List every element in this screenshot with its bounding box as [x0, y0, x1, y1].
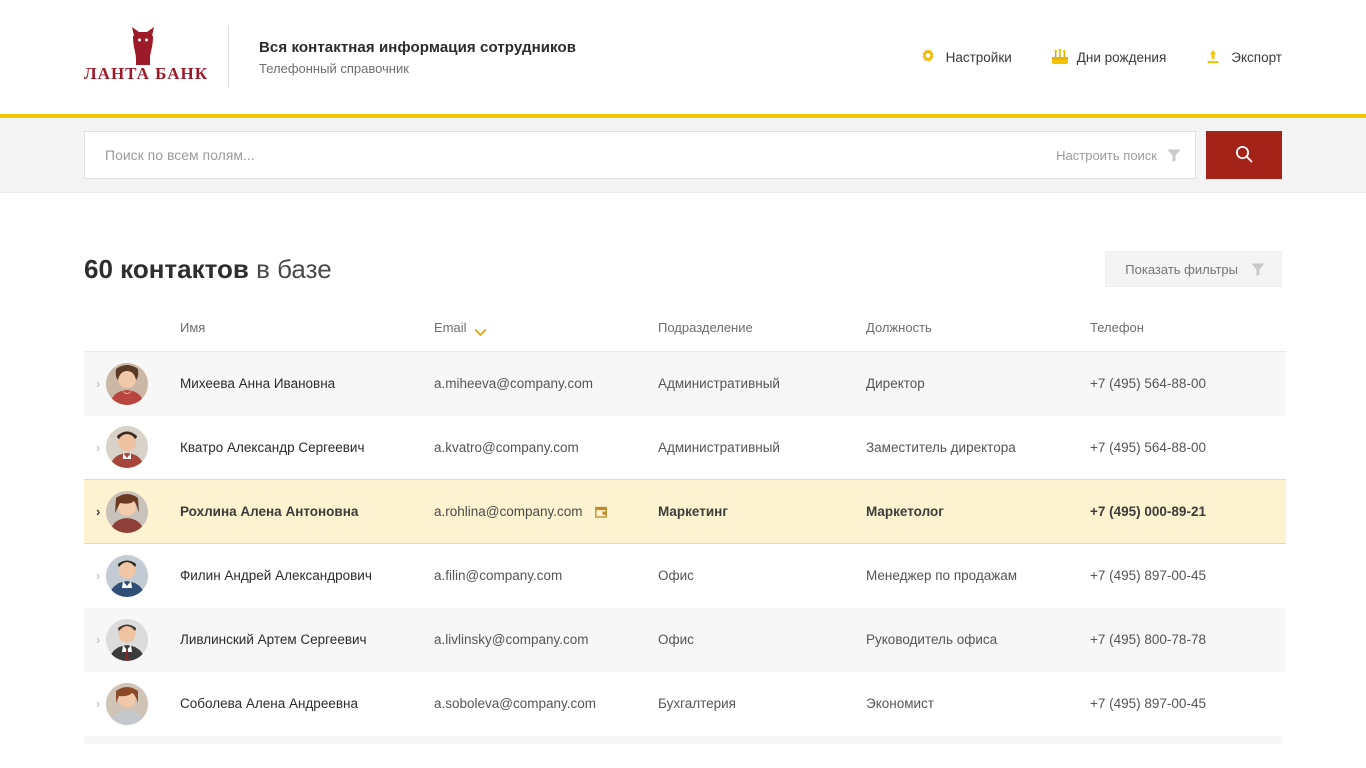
table-row[interactable] [84, 352, 1286, 416]
column-department[interactable] [658, 320, 866, 352]
column-avatar [106, 320, 180, 352]
row-phone: +7 (495) 564-88-00 [1090, 439, 1206, 455]
row-expander[interactable]: › [96, 568, 101, 584]
show-filters-label: Показать фильтры [1125, 261, 1238, 277]
nav-item-label: Дни рождения [1076, 49, 1167, 65]
show-filters-button[interactable] [1105, 251, 1282, 287]
nav-item-settings[interactable] [919, 48, 1012, 66]
header-nav [919, 48, 1282, 66]
copy-icon[interactable] [595, 505, 610, 519]
row-email[interactable] [434, 608, 658, 672]
row-position: Заместитель директора [866, 439, 1016, 455]
chevron-down-icon [475, 324, 486, 331]
column-email[interactable] [434, 320, 658, 352]
table-row[interactable] [84, 608, 1286, 672]
logo-text: ЛАНТА БАНК [84, 64, 209, 83]
row-email[interactable] [434, 352, 658, 416]
column-department-label: Подразделение [658, 320, 753, 335]
avatar [106, 491, 148, 533]
column-position-label: Должность [866, 320, 932, 335]
export-icon [1204, 48, 1222, 66]
column-expander [84, 320, 106, 352]
row-position: Руководитель офиса [866, 632, 998, 647]
row-phone: +7 (495) 000-89-21 [1090, 480, 1286, 544]
row-department: Офис [658, 568, 694, 584]
nav-item-birthdays[interactable] [1050, 48, 1166, 66]
column-name[interactable] [180, 320, 434, 352]
avatar [106, 555, 148, 597]
search-input[interactable] [103, 132, 1056, 178]
count-row [84, 193, 1282, 287]
nav-item-export[interactable] [1204, 48, 1282, 66]
row-name: Рохлина Алена Антоновна [180, 480, 434, 544]
page-header [0, 0, 1366, 114]
row-avatar-cell [106, 544, 180, 608]
row-expander[interactable]: › [96, 696, 101, 711]
row-avatar-cell [106, 480, 180, 544]
column-position[interactable] [866, 320, 1090, 352]
search-button[interactable] [1206, 131, 1282, 179]
row-email-text: a.rohlina@company.com [434, 504, 583, 519]
row-email-text: a.miheeva@company.com [434, 376, 594, 392]
row-email-text: a.soboleva@company.com [434, 696, 597, 711]
row-phone: +7 (495) 800-78-78 [1090, 632, 1206, 647]
row-avatar-cell [106, 352, 180, 416]
contacts-count-number: 60 контактов [84, 253, 249, 284]
table-row[interactable] [84, 544, 1286, 608]
funnel-icon [1251, 262, 1265, 276]
row-email-text: a.livlinsky@company.com [434, 632, 589, 647]
search-settings-label: Настроить поиск [1056, 147, 1157, 163]
row-department: Административный [658, 376, 780, 392]
row-email[interactable] [434, 480, 658, 544]
row-department: Маркетинг [658, 480, 866, 544]
row-name: Соболева Алена Андреевна [180, 696, 358, 711]
row-position: Менеджер по продажам [866, 568, 1018, 584]
row-phone: +7 (495) 564-88-00 [1090, 376, 1206, 392]
row-email-text: a.filin@company.com [434, 568, 563, 584]
nav-item-label: Экспорт [1231, 49, 1282, 65]
row-avatar-cell [106, 608, 180, 672]
avatar [106, 683, 148, 725]
funnel-icon [1167, 148, 1181, 162]
row-position: Маркетолог [866, 480, 1090, 544]
page-title: Вся контактная информация сотрудников [259, 38, 577, 56]
row-expander[interactable]: › [96, 376, 101, 392]
row-department: Административный [658, 439, 780, 455]
header-title-block [259, 39, 576, 76]
logo[interactable] [84, 22, 228, 92]
row-position: Экономист [866, 696, 934, 711]
row-name: Ливлинский Артем Сергеевич [180, 632, 367, 647]
row-expander[interactable]: › [96, 439, 101, 455]
table-bottom-edge [84, 736, 1282, 744]
column-phone[interactable] [1090, 320, 1286, 352]
table-row[interactable] [84, 672, 1286, 736]
table-row[interactable] [84, 416, 1286, 480]
column-phone-label: Телефон [1090, 320, 1144, 335]
column-name-label: Имя [180, 320, 206, 335]
row-email-text: a.kvatro@company.com [434, 439, 579, 455]
contacts-table [84, 320, 1286, 736]
row-email[interactable] [434, 544, 658, 608]
table-row-birthday[interactable] [84, 480, 1286, 544]
page-subtitle: Телефонный справочник [259, 60, 409, 76]
table-header [84, 320, 1286, 352]
row-avatar-cell [106, 416, 180, 480]
nav-item-label: Настройки [945, 49, 1012, 65]
avatar [106, 363, 148, 405]
row-position: Директор [866, 376, 925, 392]
row-name: Филин Андрей Александрович [180, 568, 372, 584]
row-expander[interactable]: › [84, 480, 106, 544]
row-name: Кватро Александр Сергеевич [180, 439, 365, 455]
table-body [84, 352, 1286, 736]
header-divider [228, 26, 229, 88]
row-department: Бухгалтерия [658, 696, 736, 711]
row-email[interactable] [434, 672, 658, 736]
row-avatar-cell [106, 672, 180, 736]
column-email-label: Email [434, 320, 467, 335]
row-phone: +7 (495) 897-00-45 [1090, 568, 1206, 584]
avatar [106, 426, 148, 468]
contacts-count [84, 254, 332, 285]
row-expander[interactable]: › [96, 632, 101, 647]
cake-icon [1050, 48, 1068, 66]
search-settings-button[interactable] [1056, 148, 1181, 163]
search-field[interactable] [84, 131, 1196, 179]
search-bar [0, 118, 1366, 193]
search-icon [1234, 144, 1254, 167]
gear-icon [919, 48, 937, 66]
contacts-count-suffix: в базе [248, 253, 332, 284]
avatar [106, 619, 148, 661]
row-department: Офис [658, 632, 694, 647]
row-name: Михеева Анна Ивановна [180, 376, 336, 392]
row-email[interactable] [434, 416, 658, 480]
row-phone: +7 (495) 897-00-45 [1090, 696, 1206, 711]
main-content [0, 193, 1366, 736]
